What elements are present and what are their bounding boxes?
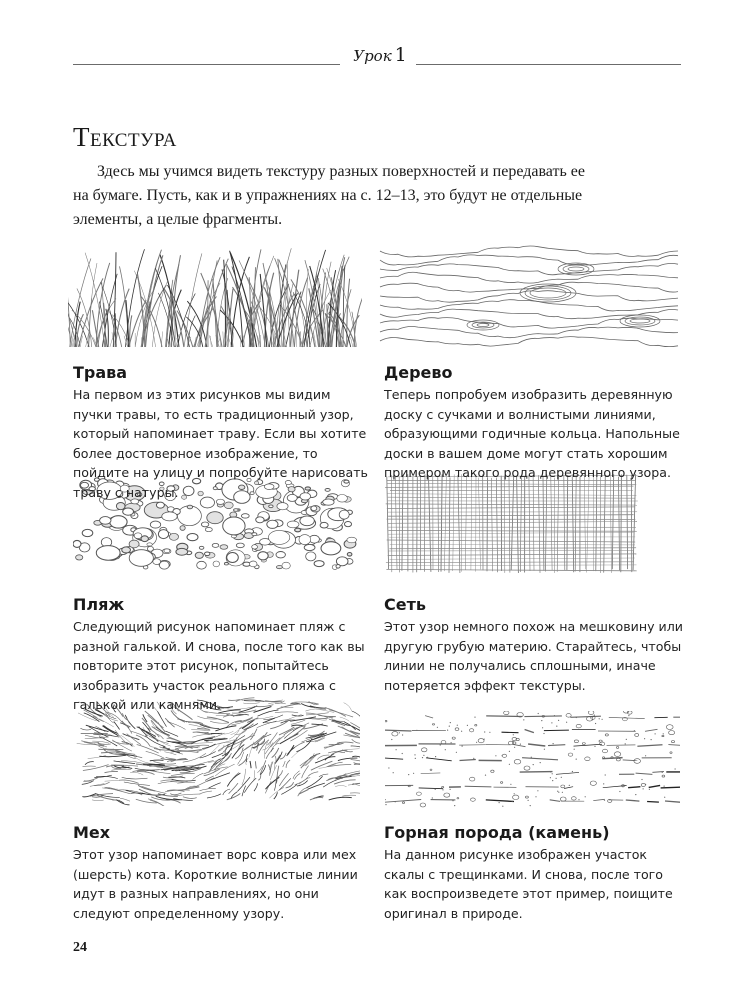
section-text: На первом из этих рисунков мы видим пучки травы, то есть традиционный узор, который напоминает траву. Если вы хотите более достоверное изображение, то пойдите на улицу и попробуйте нарисовать траву с натуры. — [73, 387, 368, 500]
header-rule-left — [73, 64, 340, 65]
section-heading: Трава — [73, 363, 128, 382]
section-beach — [73, 595, 373, 715]
section-heading: Мех — [73, 823, 111, 842]
wood-illustration — [378, 243, 684, 350]
section-heading: Горная порода (камень) — [384, 823, 610, 842]
section-text: Этот узор напоминает ворс ковра или мех (шерсть) кота. Короткие волнистые линии идут в разных направлениях, но они следуют определенному узору. — [73, 847, 358, 921]
lesson-number: 1 — [394, 44, 407, 66]
section-heading: Сеть — [384, 595, 426, 614]
section-fur — [73, 823, 373, 923]
lesson-label — [352, 44, 408, 66]
intro-paragraph: Здесь мы учимся видеть текстуру разных поверхностей и передавать ее на бумаге. Пусть, как и в упражнениях на с. 12–13, это будут не отдельные элементы, а целые фрагменты. — [73, 163, 585, 228]
section-text: Теперь попробуем изобразить деревянную доску с сучками и волнистыми линиями, образующими годичные кольца. Напольные доски в вашем доме могут стать хорошим примером такого рода деревянного узора. — [384, 387, 680, 480]
section-wood — [384, 363, 684, 483]
section-mesh — [384, 595, 684, 695]
section-rock — [384, 823, 684, 923]
section-text: Следующий рисунок напоминает пляж с разной галькой. И снова, после того как вы повторите этот рисунок, попытайтесь изобразить участок реального пляжа с галькой или камнями. — [73, 619, 365, 712]
lesson-word: Урок — [353, 47, 392, 65]
mesh-illustration — [385, 474, 638, 573]
section-text: На данном рисунке изображен участок скалы с трещинками. И снова, после того как воспроизведете этот пример, поищите оригинал в природе. — [384, 847, 673, 921]
section-text: Этот узор немного похож на мешковину или другую грубую материю. Старайтесь, чтобы линии не получались сплошными, иначе потеряется эффект текстуры. — [384, 619, 683, 693]
grass-illustration — [68, 243, 362, 350]
section-heading: Дерево — [384, 363, 453, 382]
rock-illustration — [385, 711, 680, 809]
header-rule-right — [416, 64, 681, 65]
section-heading: Пляж — [73, 595, 125, 614]
section-grass — [73, 363, 373, 502]
page-title: Текстура — [73, 122, 177, 152]
page-number: 24 — [73, 940, 87, 955]
